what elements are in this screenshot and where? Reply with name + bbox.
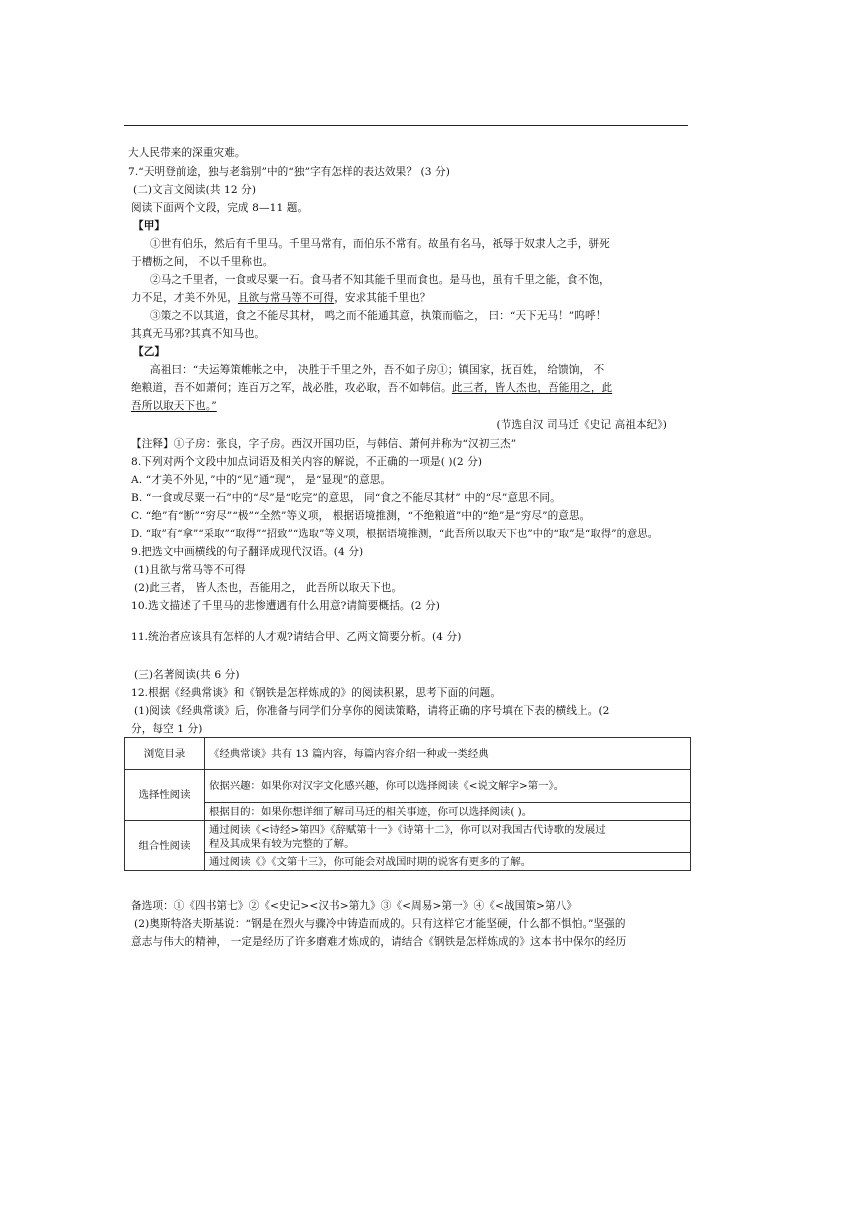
option-c: C. “绝”有“断”“穷尽”“极”“全然”等义项， 根据语境推测，“不绝粮道”中的“绝”是“穷尽”的意思。 xyxy=(131,510,591,522)
option-a: A. “才美不外见，”中的“见”通“现”， 是“显现”的意思。 xyxy=(131,474,392,486)
question-10: 10.选文描述了千里马的悲惨遭遇有什么用意?请简要概括。(2 分) xyxy=(131,600,441,612)
question-12-part1-cont: 分，每空 1 分) xyxy=(131,723,203,735)
question-12-part2: (2)奥斯特洛夫斯基说：“钢是在烈火与骤冷中铸造而成的。只有这样它才能坚硬，什么都不惧怕。”坚强的 xyxy=(134,918,626,930)
question-8: 8.下列对两个文段中加点词语及相关内容的解说，不正确的一项是( )(2 分) xyxy=(131,456,483,468)
table-cell: 依据兴趣：如果你对汉字文化感兴趣，你可以选择阅读《<说文解字>第一》。 xyxy=(205,770,691,803)
question-9: 9.把选文中画横线的句子翻译成现代汉语。(4 分) xyxy=(131,546,364,558)
table-row xyxy=(125,770,691,803)
passage-a-para1-cont: 于槽枥之间， 不以千里称也。 xyxy=(131,256,274,268)
question-9-part2: (2)此三者， 皆人杰也，吾能用之， 此吾所以取天下也。 xyxy=(134,582,403,594)
reading-strategy-table xyxy=(124,737,691,871)
question-12: 12.根据《经典常谈》和《钢铁是怎样炼成的》的阅读积累，思考下面的问题。 xyxy=(131,687,502,699)
annotation-note: 【注释】①子房：张良，字子房。西汉开国功臣，与韩信、萧何并称为“汉初三杰” xyxy=(131,438,517,450)
answer-options: 备选项：①《四书第七》②《<史记><汉书>第九》③《<周易>第一》④《<战国策>第八》 xyxy=(131,900,578,912)
passage-a-para2-cont: 力不足，才美不外见，且欲与常马等不可得，安求其能千里也？ xyxy=(131,292,431,304)
text-line: 大人民带来的深重灾难。 xyxy=(128,147,246,159)
underlined-sentence-1: 且欲与常马等不可得 xyxy=(237,292,335,304)
passage-b-para-end: 吾所以取天下也。” xyxy=(131,400,217,412)
question-12-part1: (1)阅读《经典常谈》后，你准备与同学们分享你的阅读策略，请将正确的序号填在下表的横线上。(2 xyxy=(134,705,610,717)
table-row xyxy=(125,853,691,871)
reading-instruction: 阅读下面两个文段，完成 8—11 题。 xyxy=(131,202,309,214)
section-heading-classics: (三)名著阅读(共 6 分) xyxy=(134,669,240,681)
passage-a-para3: ③策之不以其道，食之不能尽其材， 鸣之而不能通其意，执策而临之， 曰：“天下无马！”呜呼！ xyxy=(150,310,607,322)
table-row xyxy=(125,821,691,853)
passage-b-para: 高祖曰：“夫运筹策帷帐之中， 决胜于千里之外，吾不如子房①；镇国家，抚百姓， 给馈饷， 不 xyxy=(150,364,605,376)
question-7: 7.“天明登前途，独与老翁别”中的“独”字有怎样的表达效果？ (3 分) xyxy=(128,166,450,178)
underlined-sentence-2: 此三者，皆人杰也，吾能用之，此 xyxy=(451,382,613,394)
passage-source: (节选自汉 司马迁《史记 高祖本纪》) xyxy=(496,419,667,431)
table-cell-head: 选择性阅读 xyxy=(125,770,205,821)
table-cell-head: 浏览目录 xyxy=(125,738,205,770)
table-cell: 通过阅读《》《文第十三》，你可能会对战国时期的说客有更多的了解。 xyxy=(205,853,691,871)
passage-a-para1: ①世有伯乐，然后有千里马。千里马常有，而伯乐不常有。故虽有名马，祇辱于奴隶人之手，骈死 xyxy=(150,238,610,250)
passage-a-label: 【甲】 xyxy=(133,220,166,232)
table-cell: 根据目的：如果你想详细了解司马迁的相关事迹，你可以选择阅读( )。 xyxy=(205,803,691,821)
table-row xyxy=(125,738,691,770)
option-b: B. “一食或尽粟一石”中的“尽”是“吃完”的意思， 同“食之不能尽其材” 中的“尽”意思不同。 xyxy=(131,492,561,504)
table-cell-head: 组合性阅读 xyxy=(125,821,205,871)
question-12-part2-cont: 意志与伟大的精神， 一定是经历了许多磨难才炼成的，请结合《钢铁是怎样炼成的》这本书中保尔的经历 xyxy=(131,936,627,948)
question-11: 11.统治者应该具有怎样的人才观?请结合甲、乙两文简要分析。(4 分) xyxy=(131,631,462,643)
section-heading-classical: (二)文言文阅读(共 12 分) xyxy=(133,184,257,196)
table-row xyxy=(125,803,691,821)
passage-a-para2: ②马之千里者，一食或尽粟一石。食马者不知其能千里而食也。是马也，虽有千里之能，食不饱， xyxy=(150,274,610,286)
header-rule xyxy=(124,125,688,126)
table-cell: 《经典常谈》共有 13 篇内容，每篇内容介绍一种或一类经典 xyxy=(205,738,691,770)
passage-a-para3-cont: 其真无马邪?其真不知马也。 xyxy=(131,328,266,340)
table-cell: 通过阅读《<诗经>第四》《辞赋第十一》《诗第十二》，你可以对我国古代诗歌的发展过 程及其成果有较为完整的了解。 xyxy=(205,821,691,853)
passage-b-para-cont: 绝粮道，吾不如萧何；连百万之军，战必胜，攻必取，吾不如韩信。此三者，皆人杰也，吾能用之，此 xyxy=(131,382,613,394)
passage-b-label: 【乙】 xyxy=(133,346,166,358)
option-d: D. “取”有“拿”“采取”“取得”“招致”“选取”等义项，根据语境推测，“此吾所以取天下也”中的“取”是“取得”的意思。 xyxy=(131,528,659,540)
question-9-part1: (1)且欲与常马等不可得 xyxy=(134,564,246,576)
